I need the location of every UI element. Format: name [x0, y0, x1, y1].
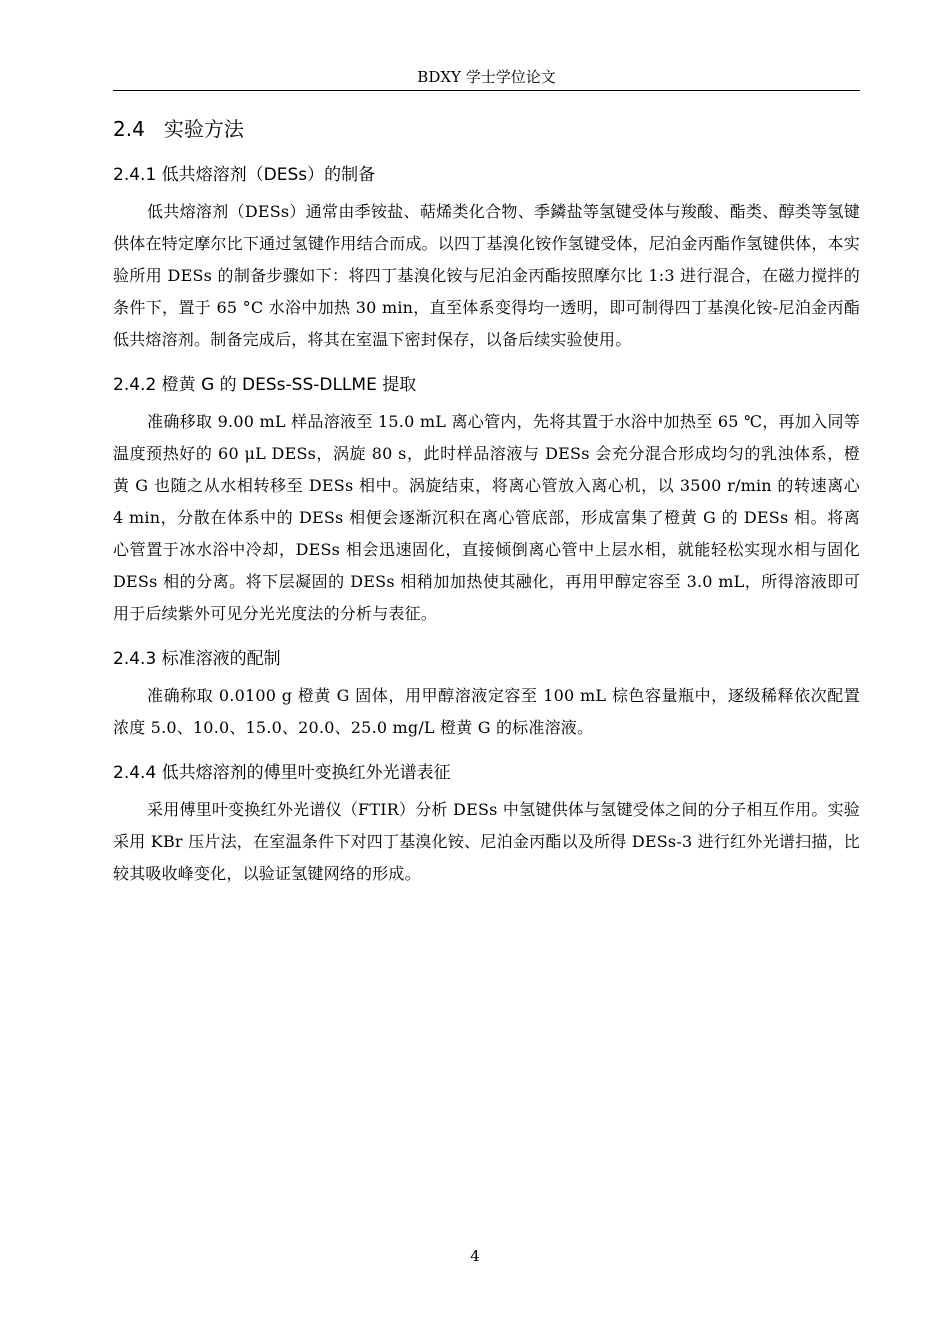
subsection-heading-2-4-1: 2.4.1 低共熔溶剂（DESs）的制备: [113, 165, 376, 185]
paragraph-2-4-3: 准确称取 0.0100 g 橙黄 G 固体，用甲醇溶液定容至 100 mL 棕色容量瓶中，逐级稀释依次配置浓度 5.0、10.0、15.0、20.0、25.0 mg/L 橙黄 G 的标准溶液。: [113, 686, 860, 737]
subsection-heading-2-4-3: 2.4.3 标准溶液的配制: [113, 649, 281, 669]
subsection-heading-2-4-4: 2.4.4 低共熔溶剂的傅里叶变换红外光谱表征: [113, 763, 451, 783]
running-header: BDXY 学士学位论文: [417, 68, 556, 86]
page-body: [113, 112, 860, 904]
paragraph-2-4-2: 准确移取 9.00 mL 样品溶液至 15.0 mL 离心管内，先将其置于水浴中加热至 65 ℃，再加入同等温度预热好的 60 μL DESs，涡旋 80 s，此时样品溶液与 DESs 会充分混合形成均匀的乳浊体系，橙黄 G 也随之从水相转移至 DESs 相中。涡旋结束，将离心管放入离心机，以 3500 r/min 的转速离心 4 min，分散在体系中的 DESs 相便会逐渐沉积在离心管底部，形成富集了橙黄 G 的 DESs 相。将离心管置于冰水浴中冷却，DESs 相会迅速固化，直接倾倒离心管中上层水相，就能轻松实现水相与固化 DESs 相的分离。将下层凝固的 DESs 相稍加加热使其融化，再用甲醇定容至 3.0 mL，所得溶液即可用于后续紫外可见分光光度法的分析与表征。: [113, 412, 860, 623]
paragraph-2-4-1: 低共熔溶剂（DESs）通常由季铵盐、萜烯类化合物、季鏻盐等氢键受体与羧酸、酯类、醇类等氢键供体在特定摩尔比下通过氢键作用结合而成。以四丁基溴化铵作氢键受体，尼泊金丙酯作氢键供体，本实验所用 DESs 的制备步骤如下：将四丁基溴化铵与尼泊金丙酯按照摩尔比 1:3 进行混合，在磁力搅拌的条件下，置于 65 °C 水浴中加热 30 min，直至体系变得均一透明，即可制得四丁基溴化铵-尼泊金丙酯低共熔溶剂。制备完成后，将其在室温下密封保存，以备后续实验使用。: [113, 202, 860, 349]
header-rule: [113, 90, 860, 91]
subsection-heading-2-4-2: 2.4.2 橙黄 G 的 DESs-SS-DLLME 提取: [113, 375, 417, 395]
section-heading: 2.4 实验方法: [113, 117, 244, 141]
paragraph-2-4-4: 采用傅里叶变换红外光谱仪（FTIR）分析 DESs 中氢键供体与氢键受体之间的分子相互作用。实验采用 KBr 压片法，在室温条件下对四丁基溴化铵、尼泊金丙酯以及所得 DESs-3 进行红外光谱扫描，比较其吸收峰变化，以验证氢键网络的形成。: [113, 800, 860, 883]
page-number: 4: [470, 1247, 480, 1265]
